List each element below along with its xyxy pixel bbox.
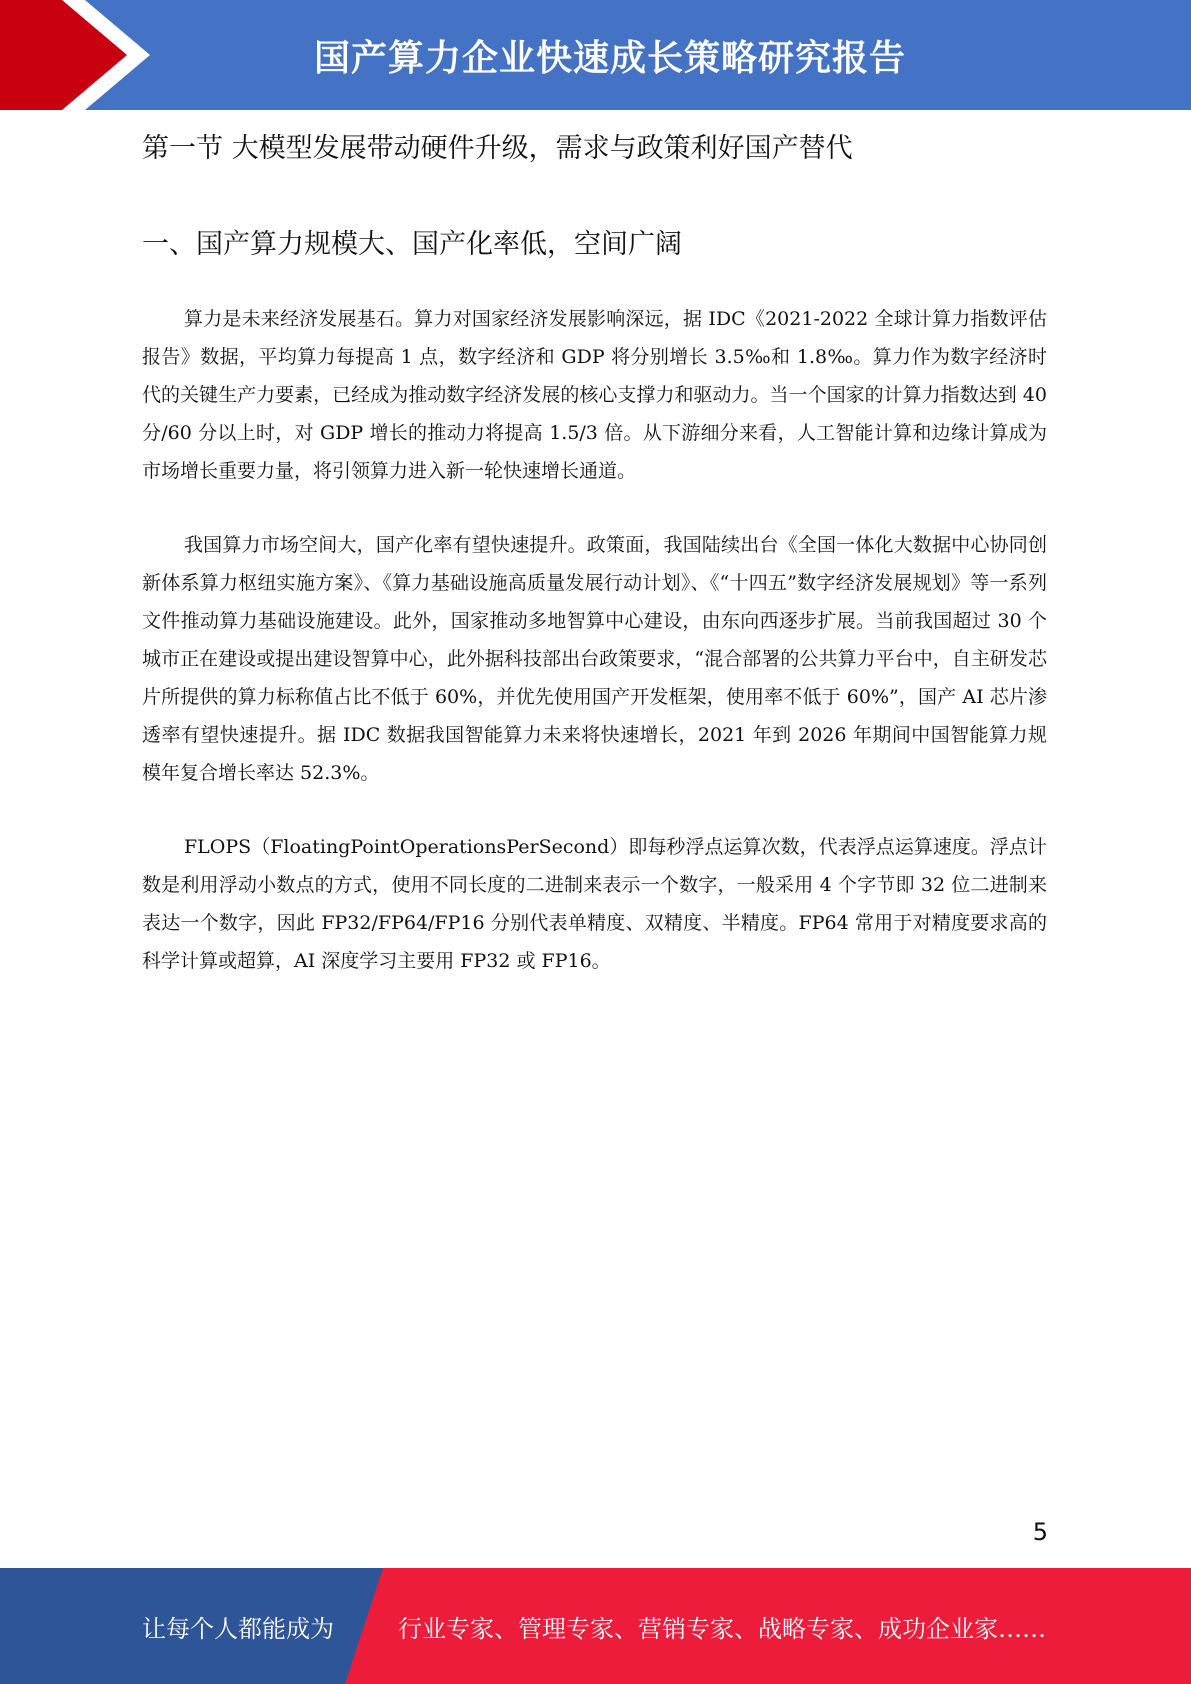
page-header: [0, 0, 1191, 110]
report-title: 国产算力企业快速成长策略研究报告: [313, 37, 906, 79]
paragraph: 我国算力市场空间大，国产化率有望快速提升。政策面，我国陆续出台《全国一体化大数据中心协同创新体系算力枢纽实施方案》、《算力基础设施高质量发展行动计划》、《“十四五”数字经济发展规划》等一系列文件推动算力基础设施建设。此外，国家推动多地智算中心建设，由东向西逐步扩展。当前我国超过 30 个城市正在建设或提出建设智算中心，此外据科技部出台政策要求，“混合部署的公共算力平台中，自主研发芯片所提供的算力标称值占比不低于 60%，并优先使用国产开发框架，使用率不低于 60%”，国产 AI 芯片渗透率有望快速提升。据 IDC 数据我国智能算力未来将快速增长，2021 年到 2026 年期间中国智能算力规模年复合增长率达 52.3%。: [142, 534, 1047, 784]
footer-slogan-right: 行业专家、管理专家、营销专家、战略专家、成功企业家……: [398, 1614, 1046, 1643]
section-heading: 第一节 大模型发展带动硬件升级，需求与政策利好国产替代: [142, 133, 853, 164]
paragraph: FLOPS（FloatingPointOperationsPerSecond）即每秒浮点运算次数，代表浮点运算速度。浮点计数是利用浮动小数点的方式，使用不同长度的二进制来表示一个数字，一般采用 4 个字节即 32 位二进制来表达一个数字，因此 FP32/FP64/FP16 分别代表单精度、双精度、半精度。FP64 常用于对精度要求高的科学计算或超算，AI 深度学习主要用 FP32 或 FP16。: [142, 836, 1047, 972]
page-footer: [0, 1568, 1191, 1684]
footer-slogan-left: 让每个人都能成为: [142, 1614, 334, 1643]
body-text: [142, 300, 1047, 1016]
subsection-heading: 一、国产算力规模大、国产化率低，空间广阔: [142, 229, 682, 260]
paragraph: 算力是未来经济发展基石。算力对国家经济发展影响深远，据 IDC《2021-2022 全球计算力指数评估报告》数据，平均算力每提高 1 点，数字经济和 GDP 将分别增长 3.5‰和 1.8‰。算力作为数字经济时代的关键生产力要素，已经成为推动数字经济发展的核心支撑力和驱动力。当一个国家的计算力指数达到 40 分/60 分以上时，对 GDP 增长的推动力将提高 1.5/3 倍。从下游细分来看，人工智能计算和边缘计算成为市场增长重要力量，将引领算力进入新一轮快速增长通道。: [142, 308, 1047, 482]
page-number: 5: [1032, 1518, 1048, 1546]
